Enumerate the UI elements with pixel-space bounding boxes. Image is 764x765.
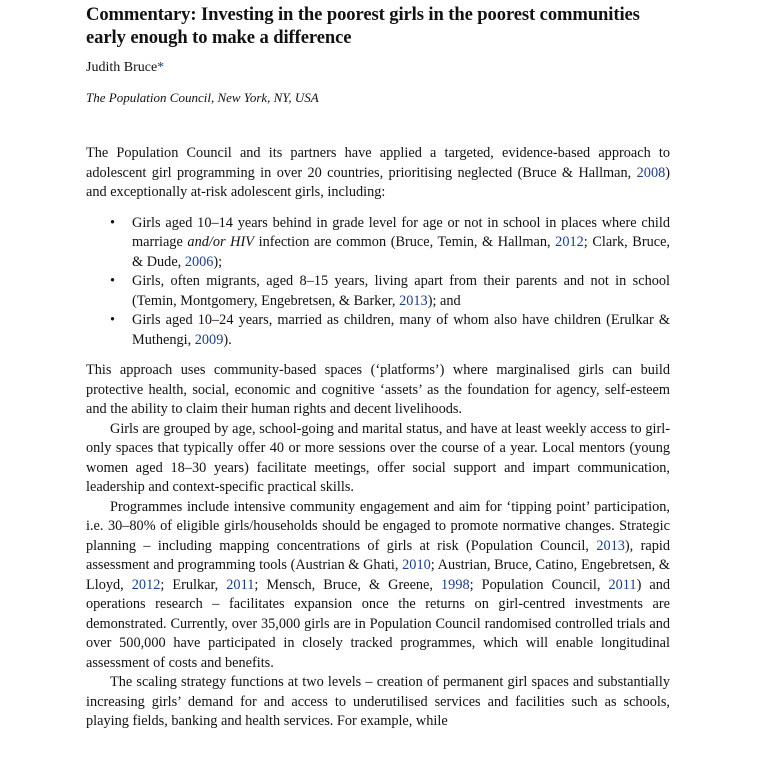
citation-link[interactable]: 2010 [402, 557, 431, 573]
paragraph-programmes: Programmes include intensive community engagement and aim for ‘tipping point’ participation, i.e. 30–80% of eligible girls/households should be engaged to promote normative changes. Strategic planning – including mapping concentrations of girls at risk (Population Council, 2013), rapid assessment and programming tools (Austrian & Ghati, 2010; Austrian, Bruce, Catino, Engebretsen, & Lloyd, 2012; Erulkar, 2011; Mensch, Bruce, & Greene, 1998; Population Council, 2011) and operations research – facilitates expansion once the returns on girl-centred investments are demonstrated. Currently, over 35,000 girls are in Population Council randomised controlled trials and over 500,000 have participated in closely tracked programmes, which will enable longitudinal assessment of costs and benefits. [86, 498, 670, 671]
bullet-icon: • [110, 273, 116, 289]
article-body [86, 144, 670, 732]
citation-link[interactable]: 2011 [608, 576, 637, 593]
bullet-icon: • [110, 312, 116, 328]
citation-link[interactable]: 2012 [555, 234, 584, 250]
citation-link[interactable]: 2009 [194, 331, 224, 348]
author-name: Judith Bruce [86, 60, 158, 75]
citation-link[interactable]: 2008 [636, 164, 666, 181]
list-item: • Girls aged 10–14 years behind in grade level for age or not in school in places where child marriage and/or HIV infection are common (Bruce, Temin, & Hallman, 2012; Clark, Bruce, & Dude, 2006); [110, 214, 670, 270]
citation-link[interactable]: 1998 [441, 576, 470, 593]
list-item: • Girls aged 10–24 years, married as children, many of whom also have children (Erulkar & Muthengi, 2009). [110, 312, 670, 348]
author-affiliation: The Population Council, New York, NY, USA [86, 90, 319, 105]
bullet-icon: • [110, 214, 116, 231]
article-title: Commentary: Investing in the poorest girls in the poorest communities early enough to make a difference [86, 4, 640, 48]
list-item: • Girls, often migrants, aged 8–15 years, living apart from their parents and not in school (Temin, Montgomery, Engebretsen, & Barker, 2013); and [110, 273, 670, 309]
citation-link[interactable]: 2012 [131, 576, 161, 593]
paragraph-girl-spaces: Girls are grouped by age, school-going and marital status, and have at least weekly access to girl-only spaces that typically offer 40 or more sessions over the course of a year. Local mentors (young women aged 18–30 years) facilitate meetings, offer social support and impart communication, leadership and context-specific practical skills. [86, 420, 670, 495]
article-page [86, 0, 670, 732]
citation-link[interactable]: 2013 [399, 292, 428, 309]
citation-link[interactable]: 2013 [596, 537, 625, 554]
author-footnote-link[interactable]: * [157, 60, 165, 75]
paragraph-scaling: The scaling strategy functions at two levels – creation of permanent girl spaces and substantially increasing girls’ demand for and access to underutilised services and facilities such as schools, playing fields, banking and health services. For example, while [86, 674, 670, 729]
target-groups-list [86, 214, 670, 351]
citation-link[interactable]: 2011 [226, 576, 255, 593]
citation-link[interactable]: 2006 [184, 253, 214, 270]
author-line [86, 59, 670, 77]
paragraph-platforms: This approach uses community-based spaces (‘platforms’) where marginalised girls can build protective health, social, economic and cognitive ‘assets’ as the foundation for agency, self-esteem and the ability to claim their human rights and decent livelihoods. [86, 362, 670, 417]
intro-paragraph: The Population Council and its partners have applied a targeted, evidence-based approach to adolescent girl programming in over 20 countries, prioritising neglected (Bruce & Hallman, 2008) and exceptionally at-risk adolescent girls, including: [86, 145, 670, 200]
